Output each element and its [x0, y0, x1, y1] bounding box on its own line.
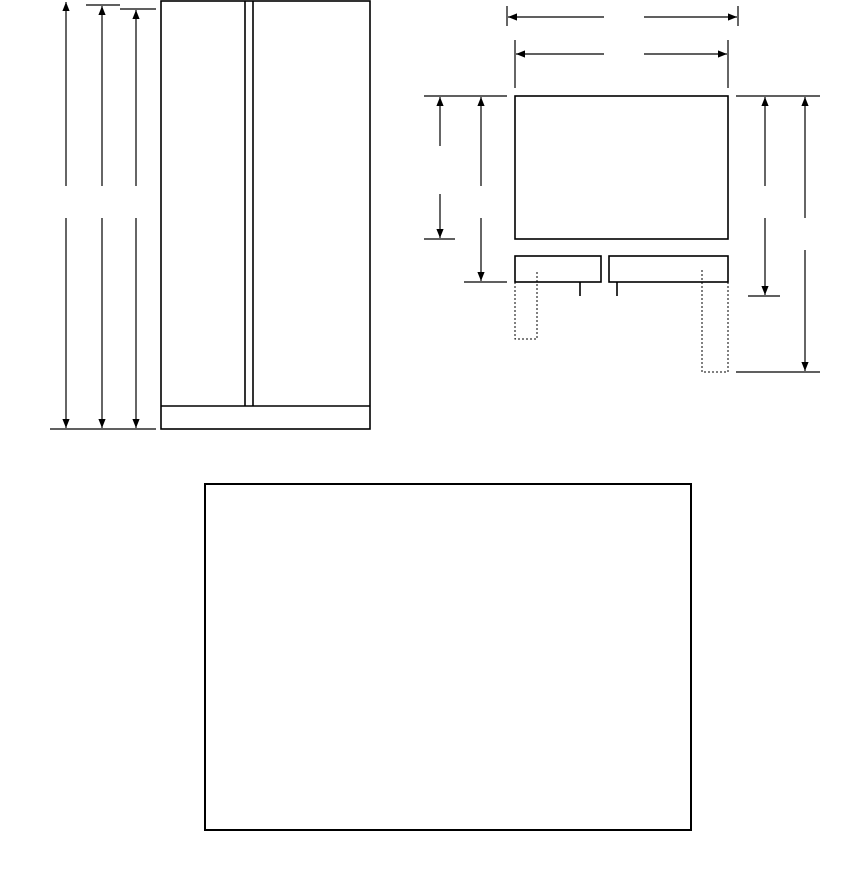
- left-door-top: [515, 256, 601, 282]
- right-door-top: [609, 256, 728, 282]
- left-door-open-outline: [515, 270, 537, 339]
- dimensions-table: [204, 483, 692, 831]
- top-view: [424, 6, 820, 372]
- refrigerator-front-outline: [161, 1, 370, 429]
- right-door-open-outline: [702, 270, 728, 372]
- front-view: [50, 1, 370, 429]
- case-top-outline: [515, 96, 728, 239]
